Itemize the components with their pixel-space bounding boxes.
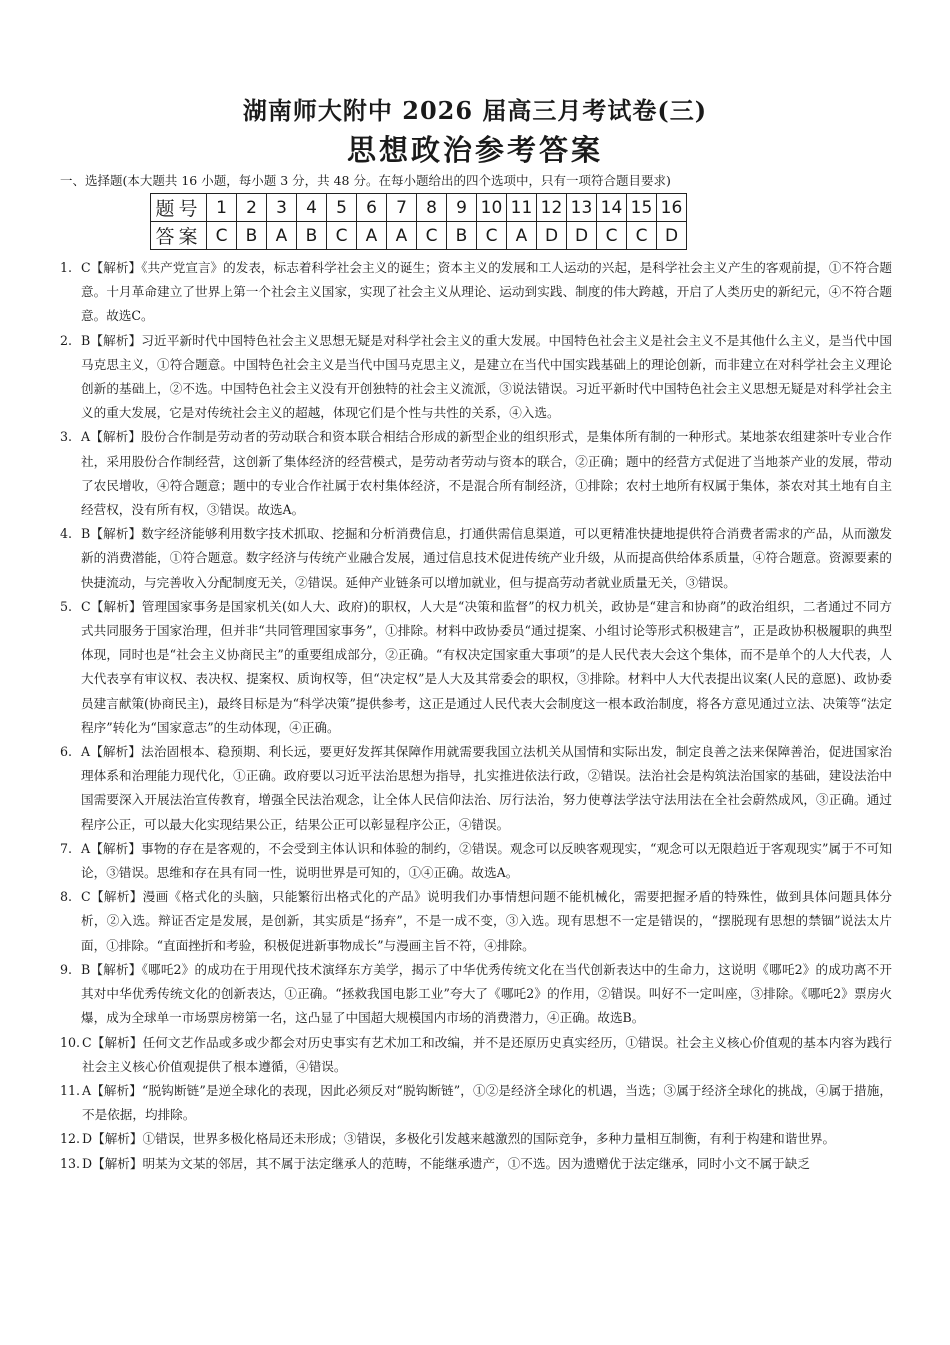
answer-table-row-label: 答案	[151, 222, 207, 250]
explanation-tag: D【解析】	[82, 1131, 143, 1147]
answer-table-answer-row	[151, 222, 687, 250]
explanation-text: 事物的存在是客观的，不会受到主体认识和体验的制约，②错误。观念可以反映客观现实，“观念可以无限趋近于客观现实”属于不可知论，③错误。思维和存在具有同一性，说明世界是可知的，①④正确。故选A。	[81, 840, 892, 881]
explanation-text: 任何文艺作品或多或少都会对历史事实有艺术加工和改编，并不是还原历史真实经历，①错误。社会主义核心价值观的基本内容为践行社会主义核心价值观提供了根本遵循，④错误。	[82, 1034, 893, 1074]
explanation-number: 3.	[60, 429, 73, 445]
section-heading: 一、选择题(本大题共 16 小题，每小题 3 分，共 48 分。在每小题给出的四个选项中，只有一项符合题目要求)	[60, 173, 671, 188]
explanation-text: 管理国家事务是国家机关(如人大、政府)的职权，人大是“决策和监督”的权力机关，政协是“建言和协商”的政治组织，二者通过不同方式共同服务于国家治理，但并非“共同管理国家事务”，①排除。材料中政协委员“通过提案、小组讨论等形式积极建言”，正是政协积极履职的典型体现，同时也是“社会主义协商民主”的重要组成部分，②正确。“有权决定国家重大事项”的是人民代表大会这个集体，而不是单个的人大代表，人大代表享有审议权、表决权、提案权、质询权等，但“决定权”是人大及其常委会的职权，③排除。材料中人大代表提出议案(人民的意愿)、政协委员建言献策(协商民主)，最终目标是为“科学决策”提供参考，这正是通过人民代表大会制度这一根本政治制度，将各方意见通过立法、决策等“法定程序”转化为“国家意志”的生动体现，④正确。	[81, 598, 892, 735]
explanation-tag: C【解析】	[81, 889, 143, 905]
explanation-tag: A【解析】	[81, 744, 142, 760]
explanation-item	[60, 1031, 892, 1079]
question-number: 11	[507, 194, 537, 222]
explanation-tag: D【解析】	[82, 1155, 143, 1171]
explanation-text: 明某为文某的邻居，其不属于法定继承人的范畴，不能继承遗产，①不选。因为遗赠优于法定继承，同时小文不属于缺乏	[142, 1155, 810, 1171]
explanation-number: 11.	[60, 1082, 81, 1098]
answer-cell: B	[447, 222, 477, 250]
answer-cell: D	[567, 222, 597, 250]
explanation-item	[60, 256, 892, 329]
explanation-number: 13.	[60, 1155, 81, 1171]
explanation-item	[60, 958, 892, 1031]
question-number: 12	[537, 194, 567, 222]
page-subtitle: 思想政治参考答案	[346, 133, 603, 167]
explanation-tag: B【解析】	[81, 526, 142, 542]
explanation-number: 7.	[60, 840, 73, 856]
question-number: 7	[387, 194, 417, 222]
explanation-text: 法治固根本、稳预期、利长远，要更好发挥其保障作用就需要我国立法机关从国情和实际出发，制定良善之法来保障善治，促进国家治理体系和治理能力现代化，①正确。政府要以习近平法治思想为指导，扎实推进依法行政，②错误。法治社会是构筑法治国家的基础，建设法治中国需要深入开展法治宣传教育，增强全民法治观念，让全体人民信仰法治、厉行法治，努力使尊法学法守法用法在全社会蔚然成风，③正确。通过程序公正，可以最大化实现结果公正，结果公正可以彰显程序公正，④错误。	[81, 744, 892, 832]
explanation-number: 2.	[60, 332, 73, 348]
explanation-tag: A【解析】	[82, 1082, 143, 1098]
explanation-item	[60, 329, 892, 426]
explanation-tag: C【解析】	[81, 260, 142, 275]
explanation-number: 6.	[60, 744, 73, 760]
explanation-item	[60, 837, 892, 885]
explanation-text: 习近平新时代中国特色社会主义思想无疑是对科学社会主义的重大发展。中国特色社会主义是社会主义不是其他什么主义，是当代中国马克思主义，①符合题意。中国特色社会主义是当代中国马克思主义，是建立在当代中国实践基础上的理论创新，而非建立在对科学社会主义理论创新的基础上，②不选。中国特色社会主义没有开创独特的社会主义流派，③说法错误。习近平新时代中国特色社会主义思想无疑是对科学社会主义的重大发展，它是对传统社会主义的超越，体现它们是个性与共性的关系，④入选。	[81, 332, 892, 421]
question-number: 9	[447, 194, 477, 222]
answer-cell: A	[267, 222, 297, 250]
question-number: 4	[297, 194, 327, 222]
explanation-text: 《共产党宣言》的发表，标志着科学社会主义的诞生；资本主义的发展和工人运动的兴起，是科学社会主义产生的客观前提，①不符合题意。十月革命建立了世界上第一个社会主义国家，实现了社会主义从理论、运动到实践、制度的伟大跨越，开启了人类历史的新纪元，④不符合题意。故选C。	[81, 260, 892, 324]
explanation-list	[60, 256, 892, 1176]
answer-cell: B	[297, 222, 327, 250]
explanation-tag: C【解析】	[82, 1034, 143, 1050]
answer-cell: A	[357, 222, 387, 250]
explanation-number: 1.	[60, 260, 73, 275]
question-number: 14	[597, 194, 627, 222]
question-number: 13	[567, 194, 597, 222]
answer-cell: A	[507, 222, 537, 250]
explanation-text: 《哪吒2》的成功在于用现代技术演绎东方美学，揭示了中华优秀传统文化在当代创新表达中的生命力，这说明《哪吒2》的成功离不开其对中华优秀传统文化的创新表达，①正确。“拯救我国电影工业”夸大了《哪吒2》的作用，②错误。叫好不一定叫座，③排除。《哪吒2》票房火爆，成为全球单一市场票房榜第一名，这凸显了中国超大规模国内市场的消费潜力，④正确。故选B。	[81, 961, 892, 1026]
explanation-number: 12.	[60, 1131, 81, 1147]
explanation-item	[60, 522, 892, 595]
question-number: 1	[207, 194, 237, 222]
answer-cell: A	[387, 222, 417, 250]
answer-cell: C	[207, 222, 237, 250]
answer-table-number-row	[151, 194, 687, 222]
explanation-number: 8.	[60, 889, 73, 905]
question-number: 2	[237, 194, 267, 222]
explanation-tag: B【解析】	[81, 332, 142, 348]
answer-cell: C	[627, 222, 657, 250]
page-title: 湖南师大附中 2026 届高三月考试卷(三)	[242, 96, 708, 125]
explanation-text: ①错误，世界多极化格局还未形成；③错误，多极化引发越来越激烈的国际竞争，多种力量相互制衡，有利于构建和谐世界。	[142, 1131, 836, 1147]
answer-cell: C	[477, 222, 507, 250]
explanation-item	[60, 740, 892, 837]
question-number: 8	[417, 194, 447, 222]
explanation-tag: A【解析】	[81, 429, 142, 445]
explanation-item	[60, 1152, 892, 1176]
question-number: 10	[477, 194, 507, 222]
explanation-item	[60, 425, 892, 522]
explanation-text: 漫画《格式化的头脑，只能繁衍出格式化的产品》说明我们办事情想问题不能机械化，需要把握矛盾的特殊性，做到具体问题具体分析，②入选。辩证否定是发展，是创新，其实质是“扬弃”，不是一成不变，③入选。现有思想不一定是错误的，“摆脱现有思想的禁锢”说法太片面，①排除。“直面挫折和考验，积极促进新事物成长”与漫画主旨不符，④排除。	[81, 889, 892, 953]
answer-cell: C	[417, 222, 447, 250]
question-number: 3	[267, 194, 297, 222]
answer-table	[150, 193, 687, 250]
question-number: 5	[327, 194, 357, 222]
explanation-text: 股份合作制是劳动者的劳动联合和资本联合相结合形成的新型企业的组织形式，是集体所有制的一种形式。某地茶农组建茶叶专业合作社，采用股份合作制经营，这创新了集体经济的经营模式，是劳动者劳动与资本的联合，②正确；题中的经营方式促进了当地茶产业的发展，带动了农民增收，④符合题意；题中的专业合作社属于农村集体经济，不是混合所有制经济，①排除；农村土地所有权属于集体，茶农对其土地有自主经营权，没有所有权，③错误。故选A。	[81, 429, 892, 518]
explanation-item	[60, 1127, 892, 1151]
explanation-tag: B【解析】	[81, 961, 142, 977]
explanation-text: “脱钩断链”是逆全球化的表现，因此必须反对“脱钩断链”，①②是经济全球化的机遇，当选；③属于经济全球化的挑战，④属于措施，不是依据，均排除。	[82, 1082, 892, 1123]
explanation-number: 4.	[60, 526, 73, 542]
explanation-item	[60, 595, 892, 740]
answer-cell: D	[657, 222, 687, 250]
question-number: 15	[627, 194, 657, 222]
explanation-number: 9.	[60, 961, 73, 977]
answer-cell: C	[327, 222, 357, 250]
explanation-number: 10.	[60, 1034, 81, 1050]
explanation-text: 数字经济能够利用数字技术抓取、挖掘和分析消费信息，打通供需信息渠道，可以更精准快捷地提供符合消费者需求的产品，从而激发新的消费潜能，①符合题意。数字经济与传统产业融合发展，通过信息技术促进传统产业升级，从而提高供给体系质量，④符合题意。资源要素的快捷流动，与完善收入分配制度无关，②错误。延伸产业链条可以增加就业，但与提高劳动者就业质量无关，③错误。	[81, 526, 892, 590]
answer-cell: D	[537, 222, 567, 250]
explanation-tag: A【解析】	[81, 840, 142, 856]
explanation-item	[60, 885, 892, 958]
answer-cell: C	[597, 222, 627, 250]
explanation-tag: C【解析】	[81, 598, 142, 614]
answer-table-row-label: 题号	[151, 194, 207, 222]
explanation-number: 5.	[60, 598, 73, 614]
question-number: 6	[357, 194, 387, 222]
explanation-item	[60, 1079, 892, 1127]
question-number: 16	[657, 194, 687, 222]
answer-cell: B	[237, 222, 267, 250]
